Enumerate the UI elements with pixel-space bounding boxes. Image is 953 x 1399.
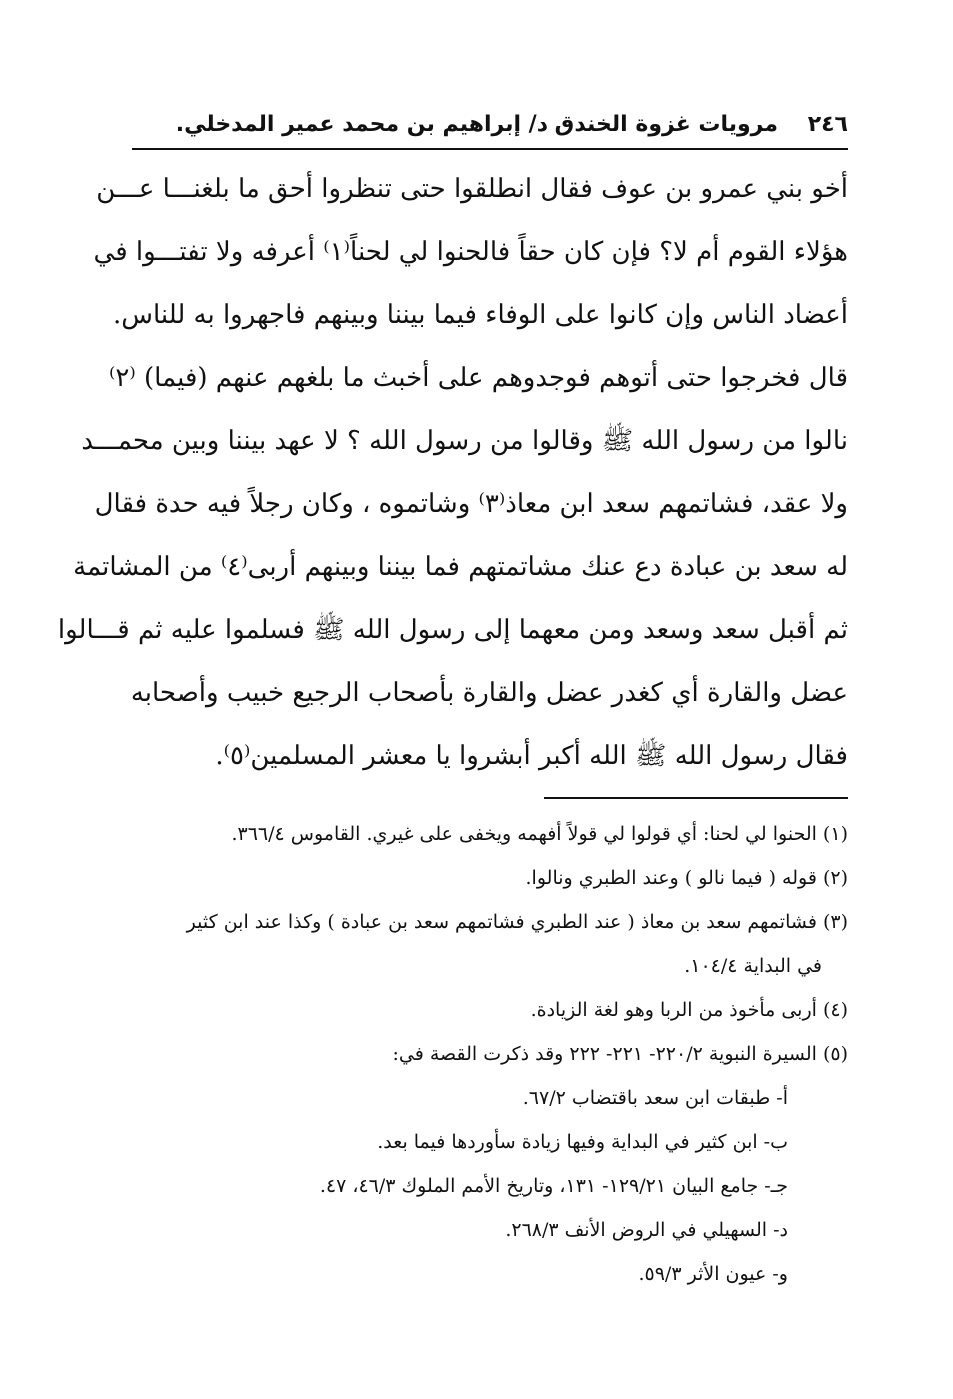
footnote-3: (٣) فشاتمهم سعد بن معاذ ( عند الطبري فشاتمهم سعد بن عبادة ) وكذا عند ابن كثير [186, 911, 848, 933]
text-line: قال فخرجوا حتى أتوهم فوجدوهم على أخبث ما بلغهم عنهم (فيما) ⁽٢⁾ [109, 363, 848, 393]
text-line: له سعد بن عبادة دع عنك مشاتمتهم فما بيننا وبينهم أربى⁽٤⁾ من المشاتمة [73, 552, 848, 582]
running-header [132, 108, 848, 148]
footnote-5-item: و- عيون الأثر ٥٩/٣. [638, 1263, 788, 1285]
footnote-1: (١) الحنوا لي لحنا: أي قولوا لي قولاً أفهمه ويخفى على غيري. القاموس ٣٦٦/٤. [231, 823, 848, 845]
footnote-5-item: أ- طبقات ابن سعد باقتضاب ٦٧/٢. [522, 1087, 788, 1109]
footnote-5-item: جـ- جامع البيان ١٢٩/٢١- ١٣١، وتاريخ الأمم الملوك ٤٦/٣، ٤٧. [319, 1175, 788, 1197]
book-title: مرويات غزوة الخندق [554, 112, 778, 137]
footnote-2: (٢) قوله ( فيما نالو ) وعند الطبري ونالوا. [525, 867, 848, 889]
text-line: ثم أقبل سعد وسعد ومن معهما إلى رسول الله ﷺ فسلموا عليه ثم قـــالوا [57, 615, 848, 645]
footnote-5-item: د- السهيلي في الروض الأنف ٢٦٨/٣. [505, 1219, 788, 1241]
text-line: هؤلاء القوم أم لا؟ فإن كان حقاً فالحنوا لي لحناً⁽١⁾ أعرفه ولا تفتـــوا في [93, 237, 848, 267]
footnote-5-item: ب- ابن كثير في البداية وفيها زيادة سأوردها فيما بعد. [377, 1131, 788, 1153]
footnote-4: (٤) أربى مأخوذ من الربا وهو لغة الزيادة. [530, 999, 848, 1021]
text-line: عضل والقارة أي كغدر عضل والقارة بأصحاب الرجيع خبيب وأصحابه [130, 678, 848, 708]
text-line: نالوا من رسول الله ﷺ وقالوا من رسول الله ؟ لا عهد بيننا وبين محمـــد [81, 426, 848, 456]
main-text [57, 158, 848, 788]
footnote-5: (٥) السيرة النبوية ٢٢٠/٢- ٢٢١- ٢٢٢ وقد ذكرت القصة في: [392, 1043, 848, 1065]
text-line: أعضاد الناس وإن كانوا على الوفاء فيما بيننا وبينهم فاجهروا به للناس. [112, 300, 848, 330]
footnote-3-continued: في البداية ١٠٤/٤. [684, 955, 822, 977]
page-number: ٢٤٦ [807, 112, 848, 137]
footnotes [118, 812, 848, 1296]
header-rule [132, 148, 848, 150]
text-line: فقال رسول الله ﷺ الله أكبر أبشروا يا معشر المسلمين⁽٥⁾. [215, 741, 848, 771]
text-line: ولا عقد، فشاتمهم سعد ابن معاذ⁽٣⁾ وشاتموه ، وكان رجلاً فيه حدة فقال [94, 489, 848, 519]
footnote-separator [544, 797, 848, 799]
author-name: د/ إبراهيم بن محمد عمير المدخلي. [175, 112, 548, 137]
text-line: أخو بني عمرو بن عوف فقال انطلقوا حتى تنظروا أحق ما بلغنـــا عـــن [96, 174, 848, 204]
